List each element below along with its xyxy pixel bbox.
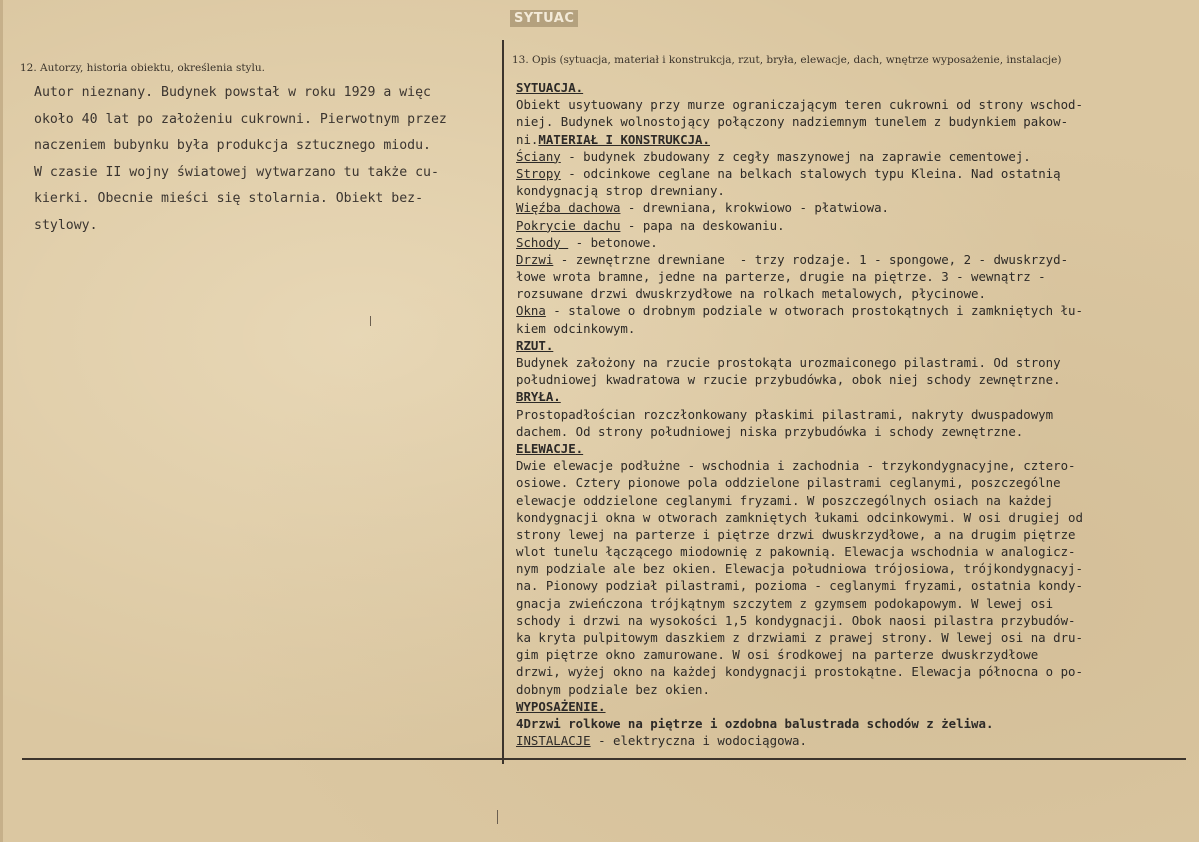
text-line: południowej kwadratowa w rzucie przybudówka, obok niej schody zewnętrzne. xyxy=(516,372,1061,388)
text-line: ka kryta pulpitowym daszkiem z drzwiami z prawej strony. W lewej osi na dru- xyxy=(516,630,1083,645)
text-fragment: - budynek zbudowany z cegły maszynowej na zaprawie cementowej. xyxy=(560,148,1031,164)
text-line: osiowe. Cztery pionowe pola oddzielone pilastrami ceglanymi, poszczególne xyxy=(516,475,1061,491)
text-line: gim piętrze okno zamurowane. W osi środkowej na parterze dwuskrzydłowe xyxy=(516,647,1039,663)
text-line: łowe wrota bramne, jedne na parterze, drugie na piętrze. 3 - wewnątrz - xyxy=(516,269,1046,285)
text-fragment: - stalowe o drobnym podziale w otworach prostokątnych i zamkniętych łu- xyxy=(545,303,1083,319)
text-fragment: - zewnętrzne drewniane - trzy rodzaje. 1 - spongowe, 2 - dwuskrzyd- xyxy=(553,251,1069,267)
heading-rzut: RZUT. xyxy=(516,337,554,353)
text-line: nym podziale ale bez okien. Elewacja południowa trójosiowa, trójkondygnacyj- xyxy=(516,561,1083,577)
text-line: naczeniem bubynku była produkcja sztucznego miodu. xyxy=(34,138,431,153)
term-drzwi: Drzwi xyxy=(516,251,554,267)
text-line: stylowy. xyxy=(34,217,98,233)
text-line: kiem odcinkowym. xyxy=(516,320,636,336)
text-line: Dwie elewacje podłużne - wschodnia i zachodnia - trzykondygnacyjne, cztero- xyxy=(516,458,1076,474)
term-stropy: Stropy xyxy=(516,165,561,181)
text-line: rozsuwane drzwi dwuskrzydłowe na rolkach metalowych, płycinowe. xyxy=(516,286,986,302)
text-fragment: - odcinkowe ceglane na belkach stalowych typu Kleina. Nad ostatnią xyxy=(560,165,1061,181)
heading-wyposazenie: WYPOSAŻENIE. xyxy=(516,698,606,714)
heading-sytuacja: SYTUACJA. xyxy=(516,80,584,95)
text-line: gnacja zwieńczona trójkątnym szczytem z gzymsem podokapowym. W lewej osi xyxy=(516,595,1054,611)
text-line: Obiekt usytuowany przy murze ograniczającym teren cukrowni od strony wschod- xyxy=(516,97,1083,113)
heading-bryla: BRYŁA. xyxy=(516,389,561,405)
header-stamp: SYTUAC xyxy=(510,10,578,27)
text-line: kondygnacją strop drewniany. xyxy=(516,183,725,199)
term-schody: Schody xyxy=(516,234,569,250)
text-line: Autor nieznany. Budynek powstał w roku 1929 a więc xyxy=(34,85,431,100)
sheet-edge xyxy=(0,0,3,842)
heading-material: MATERIAŁ I KONSTRUKCJA. xyxy=(538,131,710,147)
text-line: około 40 lat po założeniu cukrowni. Pierwotnym przez xyxy=(34,111,447,127)
stray-mark xyxy=(370,316,371,326)
section-13-text xyxy=(516,79,1156,749)
text-line: Prostopadłościan rozczłonkowany płaskimi pilastrami, nakryty dwuspadowym xyxy=(516,406,1054,422)
text-line: schody i drzwi na wysokości 1,5 kondygnacji. Obok naosi pilastra przybudów- xyxy=(516,612,1076,628)
heading-elewacje: ELEWACJE. xyxy=(516,440,584,456)
section-12-label: 12. Autorzy, historia obiektu, określenia stylu. xyxy=(20,62,265,74)
term-okna: Okna xyxy=(516,303,546,319)
text-line: wlot tunelu łączącego miodownię z pakownią. Elewacja wschodnia w analogicz- xyxy=(516,544,1076,560)
stray-mark xyxy=(497,810,498,824)
text-fragment: - elektryczna i wodociągowa. xyxy=(590,733,807,749)
text-line: drzwi, wyżej okno na każdej kondygnacji prostokątne. Elewacja północna o po- xyxy=(516,664,1083,680)
text-line: W czasie II wojny światowej wytwarzano tu także cu- xyxy=(34,164,439,180)
text-line: kondygnacji okna w otworach zamkniętych łukami odcinkowymi. W osi drugiej od xyxy=(516,509,1083,525)
text-line: elewacje oddzielone ceglanymi fryzami. W poszczególnych osiach na każdej xyxy=(516,492,1054,508)
column-divider xyxy=(502,40,504,764)
bottom-rule xyxy=(22,758,1186,760)
text-line: Budynek założony na rzucie prostokąta urozmaiconego pilastrami. Od strony xyxy=(516,355,1061,370)
text-line: 4Drzwi rolkowe na piętrze i ozdobna balustrada schodów z żeliwa. xyxy=(516,715,994,731)
text-line: dachem. Od strony południowej niska przybudówka i schody zewnętrzne. xyxy=(516,423,1024,439)
section-12-text xyxy=(34,80,474,239)
text-fragment: ni. xyxy=(516,131,539,147)
term-wiezba: Więźba dachowa xyxy=(516,200,621,216)
text-fragment: - papa na deskowaniu. xyxy=(620,217,785,233)
term-pokrycie: Pokrycie dachu xyxy=(516,217,621,233)
term-instalacje: INSTALACJE xyxy=(516,733,591,749)
text-line: dobnym podziale bez okien. xyxy=(516,681,710,697)
text-line: strony lewej na parterze i piętrze drzwi dwuskrzydłowe, a na drugim piętrze xyxy=(516,526,1076,542)
text-line: kierki. Obecnie mieści się stolarnia. Obiekt bez- xyxy=(34,191,424,206)
text-fragment: - betonowe. xyxy=(568,234,658,250)
text-line: niej. Budynek wolnostojący połączony nadziemnym tunelem z budynkiem pakow- xyxy=(516,114,1069,130)
text-fragment: - drewniana, krokwiowo - płatwiowa. xyxy=(620,200,889,216)
text-line: na. Pionowy podział pilastrami, pozioma - ceglanymi fryzami, ostatnia kondy- xyxy=(516,578,1083,594)
section-13-label: 13. Opis (sytuacja, materiał i konstrukcja, rzut, bryła, elewacje, dach, wnętrze wyposażenie, instalacje) xyxy=(512,54,1062,66)
term-sciany: Ściany xyxy=(516,148,561,164)
